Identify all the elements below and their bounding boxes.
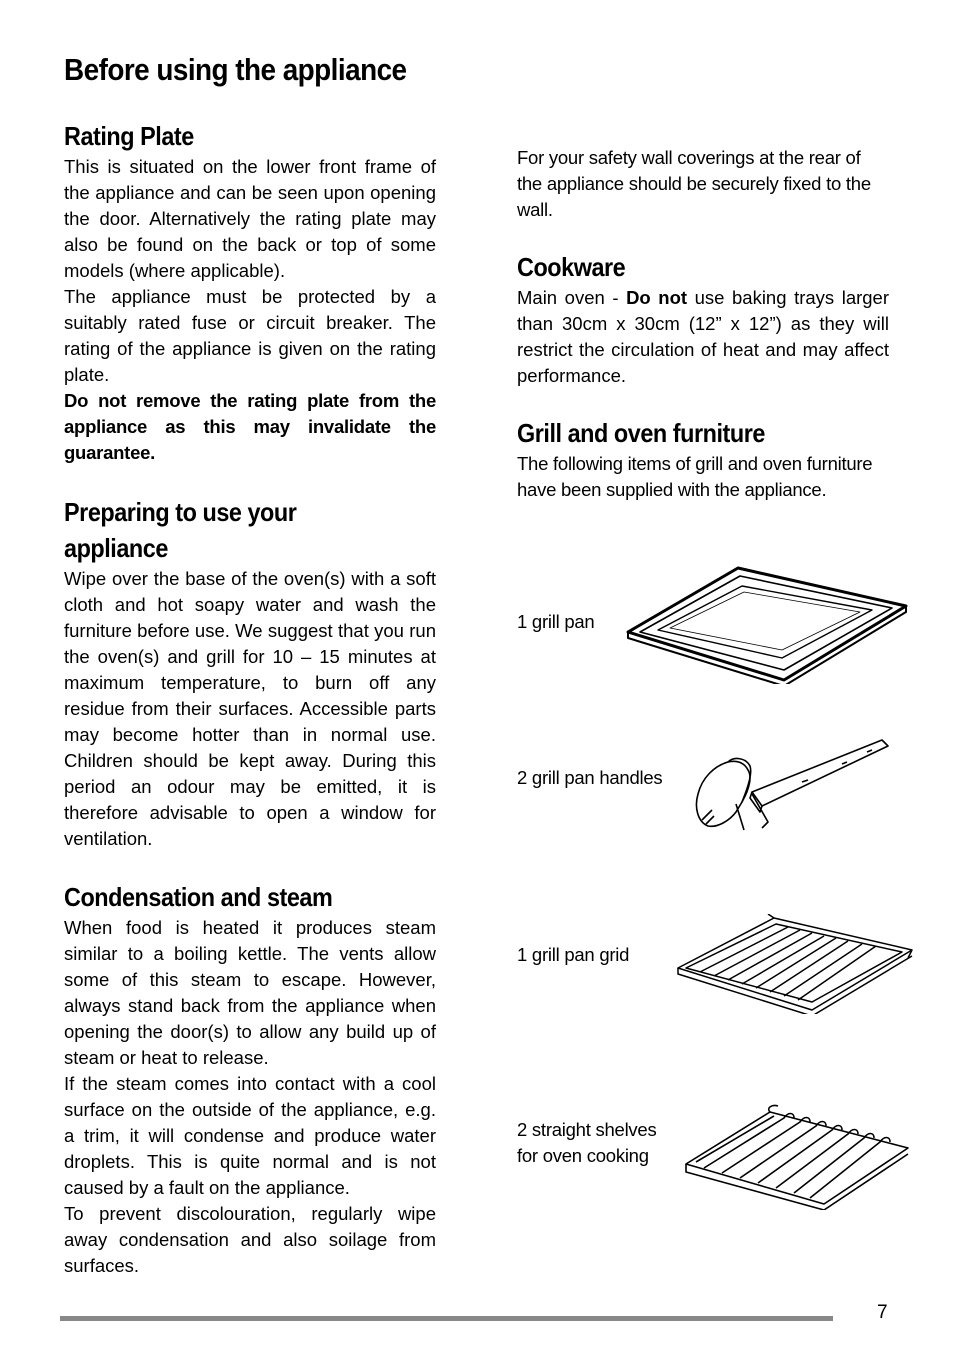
condensation-heading: Condensation and steam — [64, 882, 333, 912]
preparing-section — [64, 494, 436, 852]
rating-plate-warning: Do not remove the rating plate from the appliance as this may invalidate the guarantee. — [64, 390, 436, 463]
condensation-text-3: To prevent discolouration, regularly wipe away condensation and also soilage from surfaces. — [64, 1203, 436, 1276]
grill-pan-grid-icon — [676, 914, 914, 1014]
furniture-section — [517, 415, 889, 503]
cookware-lead: Main oven - — [517, 287, 627, 308]
grill-pan-handle-icon — [692, 732, 892, 832]
furniture-heading: Grill and oven furniture — [517, 418, 765, 448]
rating-plate-section — [64, 118, 436, 466]
cookware-section — [517, 249, 889, 389]
preparing-text: Wipe over the base of the oven(s) with a soft cloth and hot soapy water and wash the furniture before use. We suggest that you run the oven(s) and grill for 10 – 15 minutes at maximum temperature, to burn off any residue from their surfaces. Accessible parts may become hotter than in normal use. Children should be kept away. During this period an odour may be emitted, it is therefore advisable to open a window for ventilation. — [64, 568, 436, 849]
footer-rule — [60, 1316, 833, 1321]
preparing-heading — [64, 494, 436, 566]
cookware-rest: use baking trays larger than 30cm x 30cm (12” x 12”) as they will restrict the circulation of heat and may affect performance. — [517, 287, 890, 386]
rating-plate-text-2: The appliance must be protected by a suitably rated fuse or circuit breaker. The rating of the appliance is given on the rating plate. — [64, 286, 436, 385]
grill-pan-icon — [624, 564, 910, 684]
safety-section — [517, 145, 889, 223]
furniture-item-label-grill-pan-handles: 2 grill pan handles — [517, 767, 663, 788]
cookware-text — [517, 285, 889, 389]
oven-shelves-label-line2: for oven cooking — [517, 1145, 649, 1166]
oven-shelves-label-line1: 2 straight shelves — [517, 1119, 657, 1140]
condensation-section — [64, 879, 436, 1279]
condensation-text-2: If the steam comes into contact with a cool surface on the outside of the appliance, e.g. a trim, it will condense and produce water droplets. This is quite normal and is not caused by a fault on the appliance. — [64, 1073, 436, 1198]
furniture-intro: The following items of grill and oven furniture have been supplied with the appliance. — [517, 453, 873, 500]
safety-text: For your safety wall coverings at the rear of the appliance should be securely fixed to the wall. — [517, 147, 871, 220]
preparing-heading-line1: Preparing to use your — [64, 497, 297, 527]
cookware-bold: Do not — [626, 287, 688, 308]
rating-plate-text-1: This is situated on the lower front frame of the appliance and can be seen upon opening the door. Alternatively the rating plate may also be found on the back or top of some models (where applicable). — [64, 156, 436, 281]
page-title: Before using the appliance — [64, 52, 407, 87]
furniture-item-label-grill-pan: 1 grill pan — [517, 611, 595, 632]
page-number: 7 — [877, 1302, 888, 1323]
cookware-heading: Cookware — [517, 252, 626, 282]
rating-plate-heading: Rating Plate — [64, 121, 194, 151]
oven-shelf-icon — [682, 1104, 914, 1210]
preparing-heading-line2: appliance — [64, 533, 168, 563]
furniture-item-label-oven-shelves — [517, 1117, 656, 1169]
condensation-text-1: When food is heated it produces steam similar to a boiling kettle. The vents allow some of this steam to escape. However, always stand back from the appliance when opening the door(s) to allow any build up of steam or heat to release. — [64, 917, 436, 1068]
furniture-item-label-grill-pan-grid: 1 grill pan grid — [517, 944, 630, 965]
